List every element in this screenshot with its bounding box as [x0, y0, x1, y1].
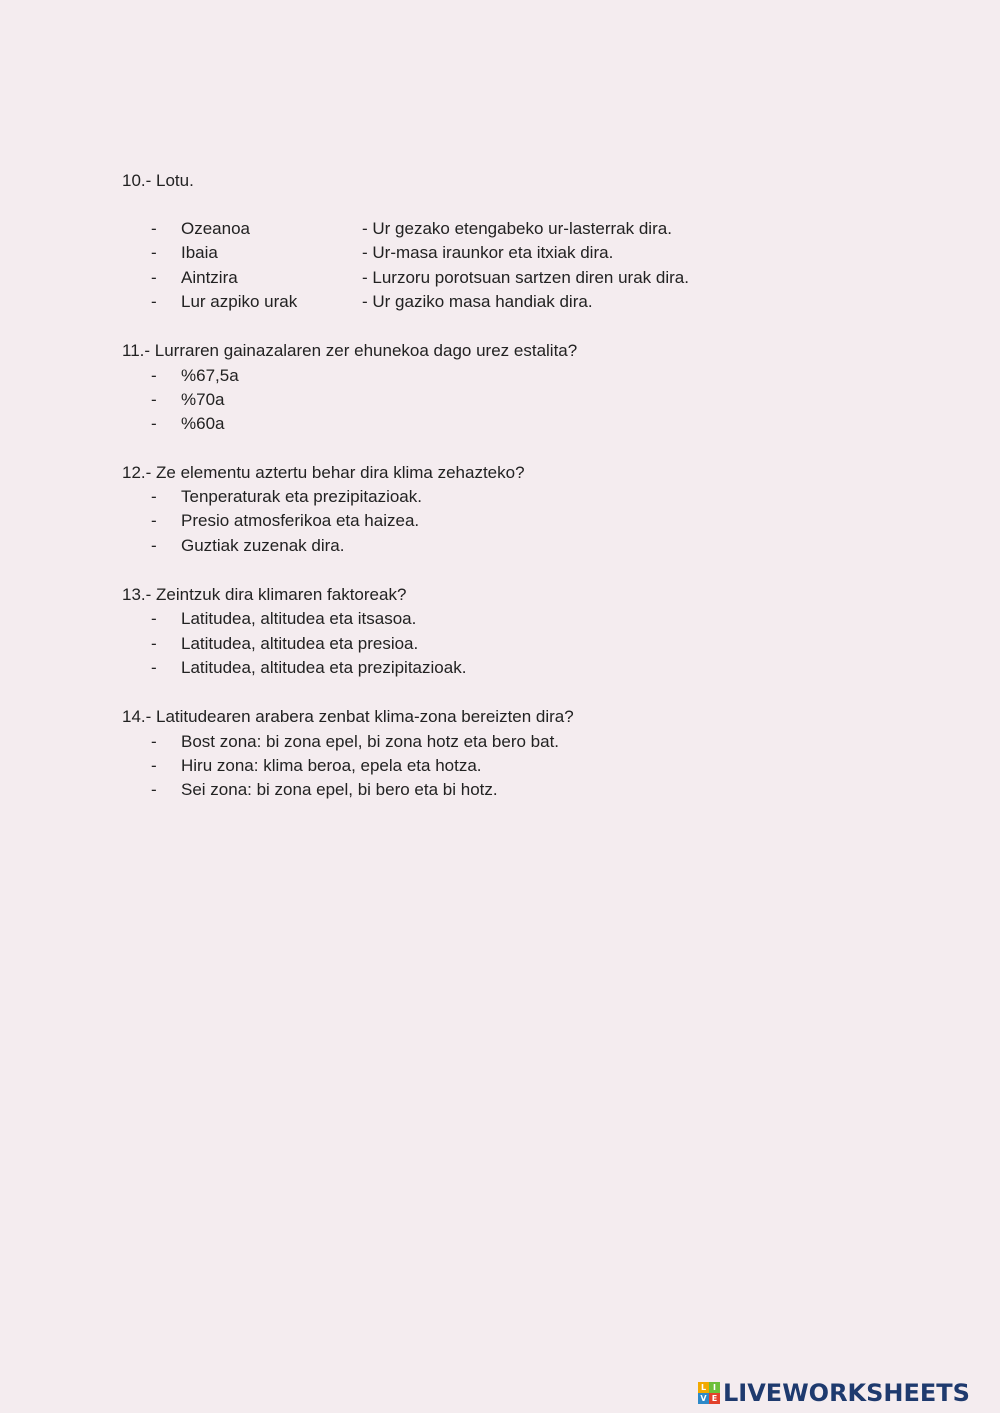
match-definition: - Ur gezako etengabeko ur-lasterrak dira.: [362, 219, 672, 238]
match-term: Ibaia: [181, 243, 218, 262]
option-label: %67,5a: [181, 366, 239, 385]
question-13-title: 13.- Zeintzuk dira klimaren faktoreak?: [122, 585, 407, 604]
dash: -: [151, 658, 157, 677]
dash: -: [151, 536, 157, 555]
dash: -: [151, 732, 157, 751]
dash: -: [151, 292, 157, 311]
match-definition: - Ur gaziko masa handiak dira.: [362, 292, 593, 311]
liveworksheets-logo[interactable]: [698, 1379, 970, 1407]
question-10-title: 10.- Lotu.: [122, 171, 194, 190]
match-term: Ozeanoa: [181, 219, 250, 238]
match-definition: - Lurzoru porotsuan sartzen diren urak dira.: [362, 268, 689, 287]
logo-icon-letter: V: [698, 1393, 709, 1404]
logo-text: LIVEWORKSHEETS: [723, 1379, 970, 1407]
option-label: Guztiak zuzenak dira.: [181, 536, 345, 555]
match-definition: - Ur-masa iraunkor eta itxiak dira.: [362, 243, 614, 262]
option-label: %70a: [181, 390, 225, 409]
option-label: Sei zona: bi zona epel, bi bero eta bi hotz.: [181, 780, 498, 799]
option-label: Latitudea, altitudea eta prezipitazioak.: [181, 658, 467, 677]
dash: -: [151, 268, 157, 287]
dash: -: [151, 390, 157, 409]
dash: -: [151, 366, 157, 385]
logo-icon-letter: I: [709, 1382, 720, 1393]
option-label: Bost zona: bi zona epel, bi zona hotz eta bero bat.: [181, 732, 560, 751]
option-label: Tenperaturak eta prezipitazioak.: [181, 487, 422, 506]
dash: -: [151, 780, 157, 799]
dash: -: [151, 609, 157, 628]
option-label: Hiru zona: klima beroa, epela eta hotza.: [181, 756, 482, 775]
dash: -: [151, 634, 157, 653]
dash: -: [151, 756, 157, 775]
logo-icon-letter: E: [709, 1393, 720, 1404]
option-label: Presio atmosferikoa eta haizea.: [181, 511, 420, 530]
match-term: Lur azpiko urak: [181, 292, 298, 311]
liveworksheets-icon: [698, 1382, 720, 1404]
dash: -: [151, 414, 157, 433]
dash: -: [151, 487, 157, 506]
dash: -: [151, 219, 157, 238]
question-14-title: 14.- Latitudearen arabera zenbat klima-zona bereizten dira?: [122, 707, 574, 726]
option-label: %60a: [181, 414, 225, 433]
question-11-title: 11.- Lurraren gainazalaren zer ehunekoa dago urez estalita?: [122, 341, 578, 360]
match-term: Aintzira: [181, 268, 238, 287]
question-12-title: 12.- Ze elementu aztertu behar dira klima zehazteko?: [122, 463, 525, 482]
dash: -: [151, 511, 157, 530]
logo-icon-letter: L: [698, 1382, 709, 1393]
dash: -: [151, 243, 157, 262]
option-label: Latitudea, altitudea eta itsasoa.: [181, 609, 417, 628]
option-label: Latitudea, altitudea eta presioa.: [181, 634, 419, 653]
